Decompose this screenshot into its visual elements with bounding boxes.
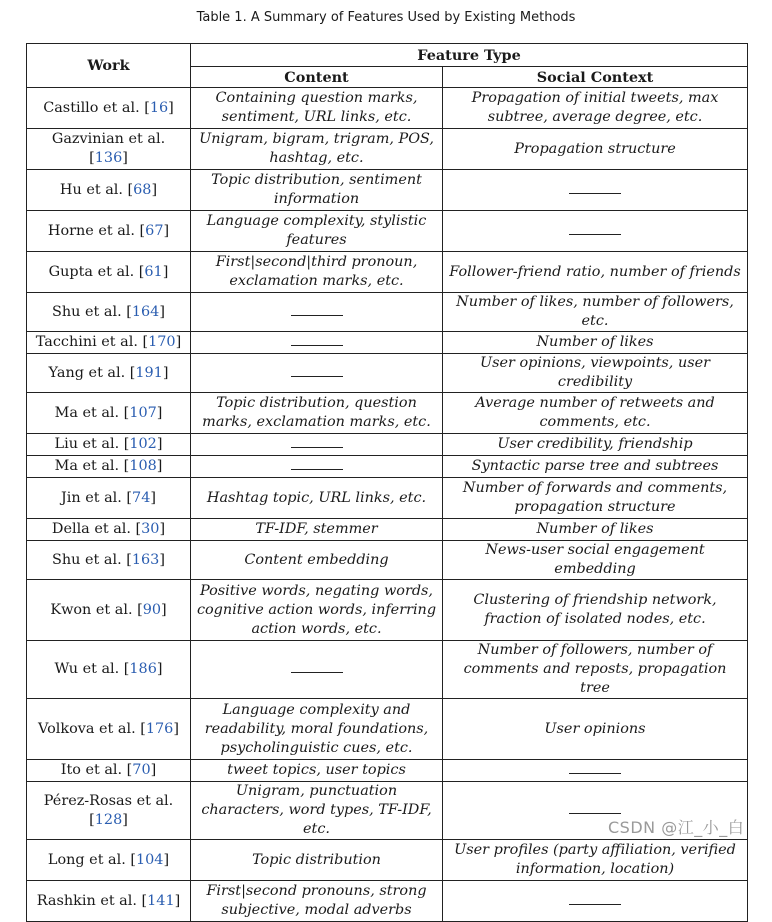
- work-name: Hu et al. [: [59, 181, 134, 198]
- work-name: Long et al. [: [47, 851, 136, 868]
- empty-dash: [291, 308, 343, 316]
- content-cell: [191, 293, 443, 332]
- work-cell: [27, 641, 191, 699]
- work-cell: [27, 293, 191, 332]
- work-name: Della et al. [: [51, 521, 142, 537]
- table-caption: Table 1. A Summary of Features Used by Existing Methods: [196, 10, 576, 25]
- content-cell: Containing question marks, sentiment, URL links, etc.: [191, 88, 443, 129]
- bracket: ]: [175, 334, 182, 350]
- content-cell: First|second pronouns, strong subjective, modal adverbs: [191, 881, 443, 922]
- table-row: [27, 434, 748, 456]
- social-cell: Follower-friend ratio, number of friends: [443, 252, 748, 293]
- table-row: [27, 541, 748, 580]
- social-cell: Propagation of initial tweets, max subtree, average degree, etc.: [443, 88, 748, 129]
- social-cell: Number of likes: [443, 332, 748, 354]
- citation-link[interactable]: 164: [131, 303, 160, 320]
- bracket: ]: [162, 364, 169, 381]
- social-cell: Number of likes: [443, 519, 748, 541]
- header-social-context: Social Context: [443, 67, 748, 88]
- citation-link[interactable]: 67: [145, 222, 164, 239]
- work-name: Tacchini et al. [: [35, 334, 149, 350]
- citation-link[interactable]: 136: [94, 150, 123, 166]
- social-cell: News-user social engagement embedding: [443, 541, 748, 580]
- features-table: [26, 43, 748, 922]
- social-cell: User opinions, viewpoints, user credibility: [443, 354, 748, 393]
- empty-dash: [291, 369, 343, 377]
- citation-link[interactable]: 104: [136, 851, 164, 868]
- work-name: Shu et al. [: [52, 551, 132, 568]
- citation-link[interactable]: 191: [135, 364, 163, 381]
- citation-link[interactable]: 186: [129, 661, 157, 677]
- work-name: Jin et al. [: [61, 489, 133, 506]
- work-name: Horne et al. [: [47, 222, 146, 239]
- citation-link[interactable]: 16: [149, 99, 169, 116]
- content-cell: Positive words, negating words, cognitive action words, inferring action words, etc.: [191, 580, 443, 641]
- empty-dash: [291, 665, 343, 673]
- work-cell: [27, 354, 191, 393]
- table-row: [27, 170, 748, 211]
- work-name: Pérez-Rosas et al. [: [43, 792, 174, 828]
- content-cell: [191, 641, 443, 699]
- work-name: Gazvinian et al. [: [51, 131, 166, 166]
- empty-dash: [569, 186, 621, 194]
- header-feature-type: Feature Type: [191, 44, 748, 67]
- social-cell: [443, 170, 748, 211]
- work-cell: [27, 456, 191, 478]
- bracket: ]: [163, 851, 170, 868]
- bracket: ]: [159, 303, 165, 320]
- table-row: [27, 88, 748, 129]
- work-cell: [27, 393, 191, 434]
- table-row: [27, 519, 748, 541]
- work-cell: [27, 211, 191, 252]
- table-row: [27, 641, 748, 699]
- social-cell: User profiles (party affiliation, verified information, location): [443, 840, 748, 881]
- table-row: [27, 456, 748, 478]
- table-row: [27, 293, 748, 332]
- work-name: Castillo et al. [: [43, 99, 150, 116]
- work-name: Rashkin et al. [: [36, 892, 148, 909]
- content-cell: [191, 332, 443, 354]
- social-cell: Number of forwards and comments, propagation structure: [443, 478, 748, 519]
- work-name: Gupta et al. [: [48, 263, 145, 280]
- bracket: ]: [122, 150, 128, 166]
- bracket: ]: [159, 521, 166, 537]
- table-row: [27, 840, 748, 881]
- table-row: [27, 332, 748, 354]
- work-cell: [27, 252, 191, 293]
- work-cell: [27, 541, 191, 580]
- bracket: ]: [156, 661, 163, 677]
- citation-link[interactable]: 61: [144, 263, 163, 280]
- bracket: ]: [156, 458, 163, 474]
- citation-link[interactable]: 68: [133, 181, 152, 198]
- work-name: Kwon et al. [: [50, 601, 143, 618]
- work-name: Volkova et al. [: [38, 720, 146, 737]
- content-cell: [191, 434, 443, 456]
- work-cell: [27, 699, 191, 760]
- work-cell: [27, 881, 191, 922]
- work-name: Liu et al. [: [54, 436, 130, 452]
- citation-link[interactable]: 170: [148, 334, 176, 350]
- work-cell: [27, 760, 191, 782]
- bracket: ]: [174, 892, 181, 909]
- bracket: ]: [162, 263, 169, 280]
- work-cell: [27, 129, 191, 170]
- content-cell: tweet topics, user topics: [191, 760, 443, 782]
- content-cell: Topic distribution, question marks, exclamation marks, etc.: [191, 393, 443, 434]
- citation-link[interactable]: 128: [94, 811, 123, 828]
- citation-link[interactable]: 176: [145, 720, 174, 737]
- citation-link[interactable]: 141: [147, 892, 175, 909]
- work-cell: [27, 519, 191, 541]
- work-cell: [27, 782, 191, 840]
- content-cell: Content embedding: [191, 541, 443, 580]
- watermark: CSDN @江_小_白: [608, 818, 745, 837]
- empty-dash: [291, 338, 343, 346]
- content-cell: Unigram, bigram, trigram, POS, hashtag, etc.: [191, 129, 443, 170]
- empty-dash: [569, 227, 621, 235]
- header-content: Content: [191, 67, 443, 88]
- work-cell: [27, 170, 191, 211]
- citation-link[interactable]: 90: [142, 601, 162, 618]
- bracket: ]: [150, 489, 156, 506]
- content-cell: First|second|third pronoun, exclamation marks, etc.: [191, 252, 443, 293]
- social-cell: User opinions: [443, 699, 748, 760]
- bracket: ]: [163, 222, 170, 239]
- citation-link[interactable]: 102: [129, 436, 157, 452]
- social-cell: Propagation structure: [443, 129, 748, 170]
- empty-dash: [291, 440, 343, 448]
- content-cell: Topic distribution: [191, 840, 443, 881]
- bracket: ]: [168, 99, 174, 116]
- table-row: [27, 252, 748, 293]
- content-cell: TF-IDF, stemmer: [191, 519, 443, 541]
- bracket: ]: [122, 811, 128, 828]
- work-cell: [27, 840, 191, 881]
- table-row: [27, 478, 748, 519]
- table-row: [27, 699, 748, 760]
- citation-link[interactable]: 74: [132, 489, 151, 506]
- table-row: [27, 760, 748, 782]
- citation-link[interactable]: 108: [129, 458, 157, 474]
- social-cell: Syntactic parse tree and subtrees: [443, 456, 748, 478]
- content-cell: Topic distribution, sentiment information: [191, 170, 443, 211]
- bracket: ]: [173, 720, 179, 737]
- social-cell: Number of likes, number of followers, etc.: [443, 293, 748, 332]
- work-name: Ito et al. [: [60, 762, 133, 778]
- work-name: Ma et al. [: [54, 404, 130, 421]
- social-cell: User credibility, friendship: [443, 434, 748, 456]
- table-row: [27, 129, 748, 170]
- bracket: ]: [156, 404, 163, 421]
- work-name: Shu et al. [: [52, 303, 132, 320]
- content-cell: Hashtag topic, URL links, etc.: [191, 478, 443, 519]
- table-row: [27, 211, 748, 252]
- social-cell: [443, 881, 748, 922]
- social-cell: [443, 760, 748, 782]
- header-work: Work: [27, 44, 191, 88]
- bracket: ]: [150, 762, 157, 778]
- content-cell: Language complexity, stylistic features: [191, 211, 443, 252]
- bracket: ]: [156, 436, 163, 452]
- citation-link[interactable]: 70: [132, 762, 151, 778]
- work-name: Yang et al. [: [48, 364, 136, 381]
- empty-dash: [569, 766, 621, 774]
- work-cell: [27, 478, 191, 519]
- bracket: ]: [151, 181, 158, 198]
- content-cell: [191, 456, 443, 478]
- citation-link[interactable]: 30: [141, 521, 160, 537]
- table-body: [27, 88, 748, 922]
- table-row: [27, 354, 748, 393]
- work-cell: [27, 580, 191, 641]
- bracket: ]: [159, 551, 165, 568]
- work-cell: [27, 434, 191, 456]
- content-cell: Unigram, punctuation characters, word types, TF-IDF, etc.: [191, 782, 443, 840]
- social-cell: Number of followers, number of comments and reposts, propagation tree: [443, 641, 748, 699]
- social-cell: Clustering of friendship network, fraction of isolated nodes, etc.: [443, 580, 748, 641]
- work-name: Ma et al. [: [54, 458, 130, 474]
- bracket: ]: [161, 601, 167, 618]
- citation-link[interactable]: 107: [129, 404, 157, 421]
- work-name: Wu et al. [: [54, 661, 130, 677]
- empty-dash: [569, 806, 621, 814]
- citation-link[interactable]: 163: [131, 551, 160, 568]
- table-row: [27, 580, 748, 641]
- social-cell: [443, 211, 748, 252]
- empty-dash: [291, 462, 343, 470]
- table-row: [27, 881, 748, 922]
- work-cell: [27, 88, 191, 129]
- content-cell: Language complexity and readability, moral foundations, psycholinguistic cues, etc.: [191, 699, 443, 760]
- table-row: [27, 393, 748, 434]
- work-cell: [27, 332, 191, 354]
- empty-dash: [569, 897, 621, 905]
- social-cell: Average number of retweets and comments, etc.: [443, 393, 748, 434]
- content-cell: [191, 354, 443, 393]
